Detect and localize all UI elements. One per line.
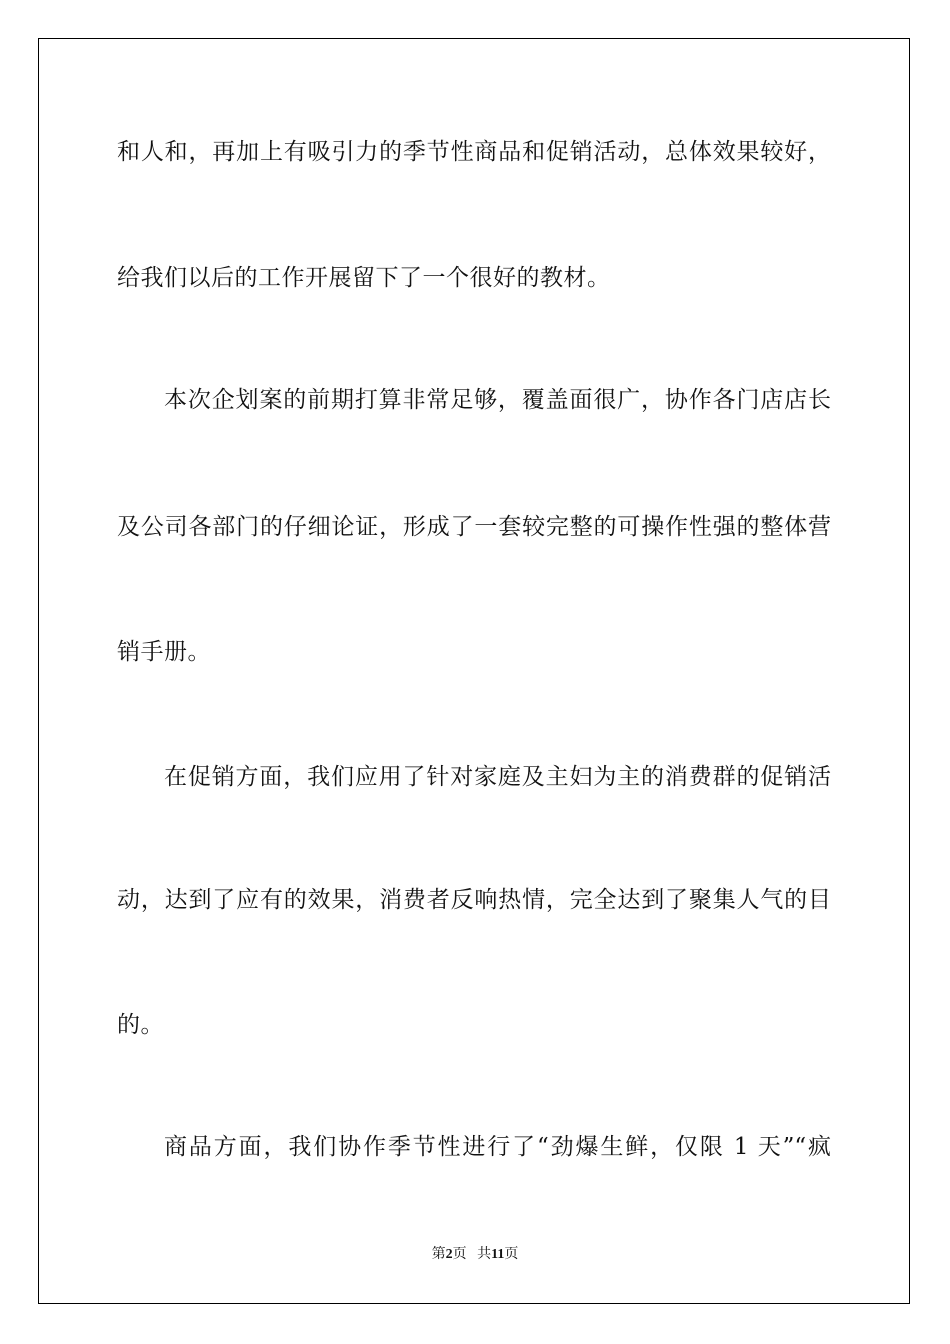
paragraph-line: 给我们以后的工作开展留下了一个很好的教材。 [117, 265, 611, 291]
paragraph-line: 销手册。 [117, 639, 211, 665]
paragraph-line: 和人和，再加上有吸引力的季节性商品和促销活动，总体效果较好， [117, 139, 831, 165]
current-page-number: 2 [445, 1247, 453, 1262]
footer-total-suffix: 页 [504, 1247, 519, 1262]
page-border [38, 38, 910, 1304]
paragraph-line: 的。 [117, 1012, 164, 1038]
total-pages-number: 11 [491, 1247, 505, 1262]
paragraph-line: 及公司各部门的仔细论证，形成了一套较完整的可操作性强的整体营 [117, 514, 831, 540]
page-footer [0, 1246, 950, 1264]
paragraph-line: 动，达到了应有的效果，消费者反响热情，完全达到了聚集人气的目 [117, 887, 831, 913]
footer-total-prefix: 共 [477, 1247, 492, 1262]
footer-page-word: 页 [452, 1247, 467, 1262]
paragraph-line: 在促销方面，我们应用了针对家庭及主妇为主的消费群的促销活 [164, 764, 831, 790]
paragraph-line: 本次企划案的前期打算非常足够，覆盖面很广，协作各门店店长 [164, 387, 831, 413]
footer-prefix: 第 [431, 1247, 446, 1262]
paragraph-line: 商品方面，我们协作季节性进行了“劲爆生鲜，仅限 1 天”“疯 [164, 1134, 831, 1160]
